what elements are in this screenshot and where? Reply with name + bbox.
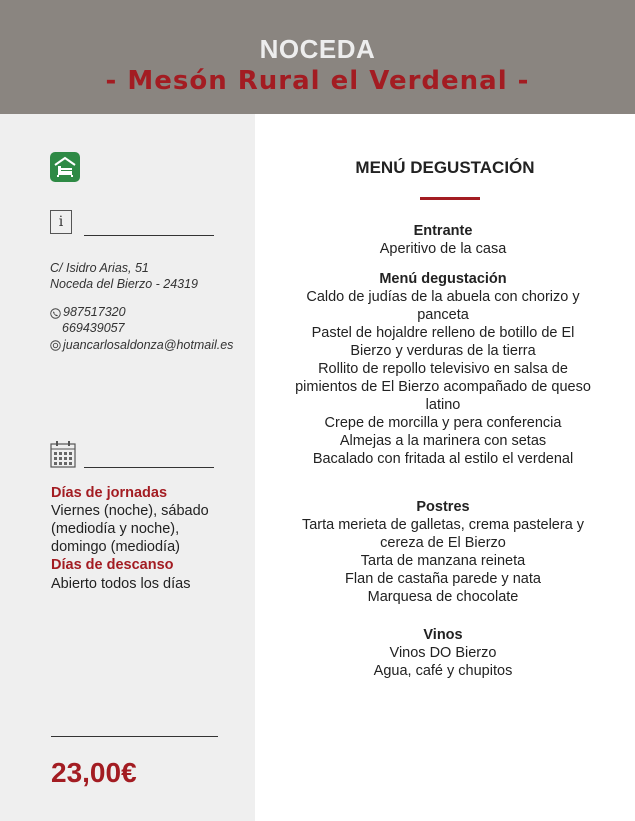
info-icon: i	[50, 210, 72, 234]
restaurant-name: - Mesón Rural el Verdenal -	[105, 66, 530, 96]
phone-1[interactable]: 987517320	[63, 305, 126, 319]
menu-item: latino	[425, 397, 461, 413]
menu-section	[283, 498, 603, 606]
email-icon	[50, 340, 61, 351]
menu-item: Caldo de judías de la abuela con chorizo y	[306, 289, 580, 305]
days-label: Días de jornadas	[51, 485, 168, 501]
menu-section	[283, 270, 603, 468]
calendar-icon	[50, 440, 76, 468]
town-title: NOCEDA	[259, 34, 376, 64]
days-line: Viernes (noche), sábado	[51, 503, 209, 519]
menu-item: Marquesa de chocolate	[367, 589, 519, 605]
menu-section	[283, 626, 603, 680]
days-line: domingo (mediodía)	[51, 539, 180, 555]
menu-item: Almejas a la marinera con setas	[339, 433, 547, 449]
menu-item: pimientos de El Bierzo acompañado de queso	[295, 379, 591, 395]
menu-list	[283, 222, 603, 692]
menu-item: cereza de El Bierzo	[380, 535, 506, 551]
email-link[interactable]: juancarlosaldonza@hotmail.es	[63, 338, 234, 352]
menu-item: Flan de castaña parede y nata	[345, 571, 541, 587]
address-line2: Noceda del Bierzo - 24319	[50, 277, 199, 291]
phone-icon	[50, 308, 61, 319]
menu-item: Bierzo y verduras de la tierra	[350, 343, 536, 359]
title-underline	[420, 197, 480, 200]
page-header	[0, 0, 635, 114]
rest-label: Días de descanso	[51, 557, 174, 573]
menu-item: Pastel de hojaldre relleno de botillo de El	[311, 325, 575, 341]
menu-item: Tarta merieta de galletas, crema pastelera y	[301, 517, 585, 533]
section-title: Postres	[416, 499, 470, 515]
address-line1: C/ Isidro Arias, 51	[50, 261, 149, 275]
menu-item: Aperitivo de la casa	[379, 241, 507, 257]
section-title: Entrante	[413, 223, 473, 239]
menu-section	[283, 222, 603, 258]
divider	[84, 235, 214, 236]
price: 23,00€	[51, 757, 137, 788]
section-title: Menú degustación	[379, 271, 507, 287]
lodging-icon	[50, 152, 80, 182]
menu-item: Rollito de repollo televisivo en salsa de	[318, 361, 568, 377]
menu-item: Bacalado con fritada al estilo el verdenal	[312, 451, 574, 467]
rest-text: Abierto todos los días	[51, 576, 191, 592]
section-title: Vinos	[423, 627, 463, 643]
divider	[51, 736, 218, 737]
menu-item: Crepe de morcilla y pera conferencia	[324, 415, 562, 431]
menu-title: MENÚ DEGUSTACIÓN	[355, 158, 535, 177]
days-line: (mediodía y noche),	[51, 521, 180, 537]
menu-item: panceta	[417, 307, 469, 323]
menu-item: Agua, café y chupitos	[373, 663, 513, 679]
phone-2[interactable]: 669439057	[62, 321, 125, 335]
menu-item: Tarta de manzana reineta	[360, 553, 526, 569]
divider	[84, 467, 214, 468]
menu-item: Vinos DO Bierzo	[389, 645, 497, 661]
